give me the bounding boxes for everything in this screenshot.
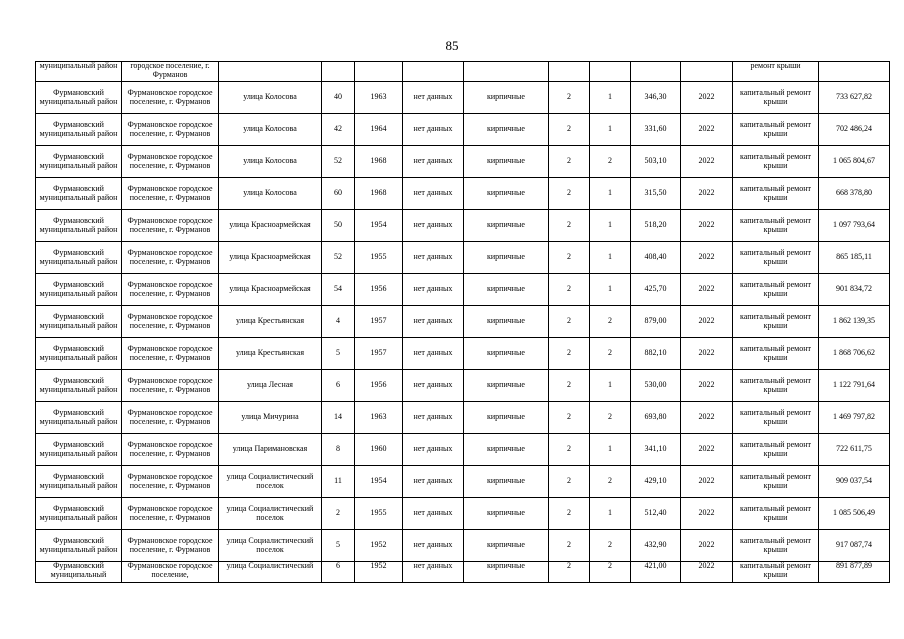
cell-district: Фурмановский муниципальный район [36, 370, 122, 402]
cell-settlement: Фурмановское городское поселение, г. Фурманов [122, 530, 219, 562]
cell-area: 429,10 [631, 466, 681, 498]
cell-house-number [322, 62, 355, 82]
cell-settlement: Фурмановское городское поселение, г. Фурманов [122, 274, 219, 306]
housing-repair-table [35, 61, 890, 583]
cell-data-status: нет данных [403, 370, 464, 402]
cell-house-number: 5 [322, 338, 355, 370]
cell-street [219, 62, 322, 82]
cell-entrances: 1 [590, 82, 631, 114]
cell-work-type: капитальный ремонт крыши [733, 306, 819, 338]
cell-wall-material: кирпичные [464, 210, 549, 242]
table-row [36, 210, 890, 242]
cell-entrances: 1 [590, 370, 631, 402]
cell-area: 315,50 [631, 178, 681, 210]
table-row [36, 306, 890, 338]
cell-area: 882,10 [631, 338, 681, 370]
cell-year-built: 1968 [355, 178, 403, 210]
cell-entrances: 2 [590, 530, 631, 562]
cell-street: улица Крестьянская [219, 338, 322, 370]
cell-area: 408,40 [631, 242, 681, 274]
cell-settlement: городское поселение, г. Фурманов [122, 62, 219, 82]
cell-area: 346,30 [631, 82, 681, 114]
cell-floors: 2 [549, 306, 590, 338]
table-row [36, 178, 890, 210]
cell-house-number: 42 [322, 114, 355, 146]
cell-settlement: Фурмановское городское поселение, г. Фурманов [122, 434, 219, 466]
cell-cost: 1 469 797,82 [819, 402, 890, 434]
cell-wall-material: кирпичные [464, 306, 549, 338]
cell-work-type: капитальный ремонт крыши [733, 338, 819, 370]
cell-house-number: 54 [322, 274, 355, 306]
cell-house-number: 8 [322, 434, 355, 466]
cell-data-status: нет данных [403, 402, 464, 434]
cell-house-number: 60 [322, 178, 355, 210]
cell-wall-material: кирпичные [464, 146, 549, 178]
cell-cost: 909 037,54 [819, 466, 890, 498]
cell-cost: 668 378,80 [819, 178, 890, 210]
cell-repair-year: 2022 [681, 562, 733, 583]
cell-house-number: 4 [322, 306, 355, 338]
cell-district: Фурмановский муниципальный район [36, 466, 122, 498]
cell-house-number: 50 [322, 210, 355, 242]
cell-repair-year: 2022 [681, 338, 733, 370]
cell-settlement: Фурмановское городское поселение, г. Фурманов [122, 466, 219, 498]
cell-data-status: нет данных [403, 146, 464, 178]
cell-repair-year: 2022 [681, 242, 733, 274]
cell-repair-year: 2022 [681, 114, 733, 146]
cell-settlement: Фурмановское городское поселение, г. Фурманов [122, 114, 219, 146]
cell-data-status: нет данных [403, 210, 464, 242]
cell-settlement: Фурмановское городское поселение, г. Фурманов [122, 306, 219, 338]
cell-district: Фурмановский муниципальный район [36, 146, 122, 178]
cell-data-status [403, 62, 464, 82]
cell-data-status: нет данных [403, 274, 464, 306]
cell-house-number: 52 [322, 146, 355, 178]
cell-year-built: 1952 [355, 562, 403, 583]
cell-entrances: 2 [590, 306, 631, 338]
cell-district: Фурмановский муниципальный район [36, 338, 122, 370]
cell-area: 512,40 [631, 498, 681, 530]
cell-district: муниципальный район [36, 62, 122, 82]
cell-cost: 733 627,82 [819, 82, 890, 114]
cell-data-status: нет данных [403, 498, 464, 530]
cell-wall-material: кирпичные [464, 530, 549, 562]
cell-year-built: 1954 [355, 466, 403, 498]
cell-work-type: капитальный ремонт крыши [733, 562, 819, 583]
cell-work-type: капитальный ремонт крыши [733, 434, 819, 466]
cell-cost: 917 087,74 [819, 530, 890, 562]
cell-area [631, 62, 681, 82]
cell-work-type: капитальный ремонт крыши [733, 530, 819, 562]
cell-year-built: 1955 [355, 242, 403, 274]
cell-street: улица Паримановская [219, 434, 322, 466]
cell-floors: 2 [549, 434, 590, 466]
cell-cost: 1 862 139,35 [819, 306, 890, 338]
cell-work-type: капитальный ремонт крыши [733, 210, 819, 242]
cell-district: Фурмановский муниципальный [36, 562, 122, 583]
table-row-continued [36, 62, 890, 82]
cell-work-type: капитальный ремонт крыши [733, 82, 819, 114]
cell-district: Фурмановский муниципальный район [36, 242, 122, 274]
cell-floors: 2 [549, 498, 590, 530]
cell-year-built: 1956 [355, 274, 403, 306]
table-row [36, 498, 890, 530]
cell-street: улица Красноармейская [219, 210, 322, 242]
cell-wall-material [464, 62, 549, 82]
cell-entrances: 1 [590, 434, 631, 466]
cell-floors: 2 [549, 402, 590, 434]
cell-cost: 1 097 793,64 [819, 210, 890, 242]
table-row [36, 402, 890, 434]
cell-work-type: капитальный ремонт крыши [733, 178, 819, 210]
cell-floors: 2 [549, 82, 590, 114]
cell-house-number: 40 [322, 82, 355, 114]
cell-street: улица Социалистический поселок [219, 466, 322, 498]
cell-floors: 2 [549, 562, 590, 583]
cell-entrances: 1 [590, 498, 631, 530]
cell-data-status: нет данных [403, 466, 464, 498]
cell-entrances: 2 [590, 562, 631, 583]
cell-year-built: 1960 [355, 434, 403, 466]
cell-settlement: Фурмановское городское поселение, г. Фурманов [122, 146, 219, 178]
cell-area: 693,80 [631, 402, 681, 434]
cell-cost: 722 611,75 [819, 434, 890, 466]
cell-settlement: Фурмановское городское поселение, [122, 562, 219, 583]
cell-entrances: 2 [590, 146, 631, 178]
cell-street: улица Лесная [219, 370, 322, 402]
cell-entrances: 1 [590, 210, 631, 242]
cell-cost: 865 185,11 [819, 242, 890, 274]
cell-wall-material: кирпичные [464, 338, 549, 370]
cell-entrances: 2 [590, 402, 631, 434]
cell-floors: 2 [549, 114, 590, 146]
cell-wall-material: кирпичные [464, 274, 549, 306]
table-row [36, 530, 890, 562]
cell-floors: 2 [549, 370, 590, 402]
cell-district: Фурмановский муниципальный район [36, 274, 122, 306]
cell-entrances [590, 62, 631, 82]
table-row [36, 434, 890, 466]
cell-year-built: 1952 [355, 530, 403, 562]
cell-house-number: 52 [322, 242, 355, 274]
cell-entrances: 2 [590, 466, 631, 498]
cell-settlement: Фурмановское городское поселение, г. Фурманов [122, 370, 219, 402]
cell-street: улица Крестьянская [219, 306, 322, 338]
cell-work-type: капитальный ремонт крыши [733, 274, 819, 306]
cell-district: Фурмановский муниципальный район [36, 114, 122, 146]
cell-repair-year: 2022 [681, 466, 733, 498]
cell-entrances: 1 [590, 178, 631, 210]
table-row [36, 370, 890, 402]
table-row [36, 338, 890, 370]
cell-wall-material: кирпичные [464, 562, 549, 583]
table-row [36, 114, 890, 146]
cell-data-status: нет данных [403, 338, 464, 370]
cell-floors [549, 62, 590, 82]
cell-data-status: нет данных [403, 434, 464, 466]
cell-wall-material: кирпичные [464, 82, 549, 114]
table-row [36, 466, 890, 498]
cell-street: улица Социалистический поселок [219, 530, 322, 562]
cell-data-status: нет данных [403, 562, 464, 583]
cell-street: улица Социалистический [219, 562, 322, 583]
cell-year-built: 1968 [355, 146, 403, 178]
cell-area: 341,10 [631, 434, 681, 466]
cell-data-status: нет данных [403, 530, 464, 562]
cell-year-built: 1954 [355, 210, 403, 242]
cell-wall-material: кирпичные [464, 466, 549, 498]
cell-street: улица Колосова [219, 82, 322, 114]
table-row [36, 146, 890, 178]
cell-area: 432,90 [631, 530, 681, 562]
cell-floors: 2 [549, 146, 590, 178]
cell-wall-material: кирпичные [464, 114, 549, 146]
cell-floors: 2 [549, 242, 590, 274]
cell-repair-year: 2022 [681, 530, 733, 562]
cell-cost: 1 868 706,62 [819, 338, 890, 370]
cell-data-status: нет данных [403, 306, 464, 338]
cell-house-number: 6 [322, 370, 355, 402]
cell-district: Фурмановский муниципальный район [36, 82, 122, 114]
cell-repair-year: 2022 [681, 306, 733, 338]
cell-wall-material: кирпичные [464, 498, 549, 530]
cell-repair-year [681, 62, 733, 82]
cell-year-built: 1955 [355, 498, 403, 530]
cell-work-type: капитальный ремонт крыши [733, 466, 819, 498]
cell-wall-material: кирпичные [464, 370, 549, 402]
cell-cost: 891 877,89 [819, 562, 890, 583]
cell-settlement: Фурмановское городское поселение, г. Фурманов [122, 338, 219, 370]
cell-settlement: Фурмановское городское поселение, г. Фурманов [122, 210, 219, 242]
cell-work-type: капитальный ремонт крыши [733, 402, 819, 434]
cell-district: Фурмановский муниципальный район [36, 178, 122, 210]
cell-year-built: 1957 [355, 338, 403, 370]
cell-wall-material: кирпичные [464, 434, 549, 466]
cell-floors: 2 [549, 338, 590, 370]
cell-house-number: 6 [322, 562, 355, 583]
cell-year-built: 1964 [355, 114, 403, 146]
cell-wall-material: кирпичные [464, 178, 549, 210]
cell-district: Фурмановский муниципальный район [36, 434, 122, 466]
cell-street: улица Колосова [219, 114, 322, 146]
table-row [36, 82, 890, 114]
cell-street: улица Красноармейская [219, 242, 322, 274]
cell-area: 331,60 [631, 114, 681, 146]
table-row [36, 274, 890, 306]
cell-data-status: нет данных [403, 242, 464, 274]
cell-cost: 1 065 804,67 [819, 146, 890, 178]
cell-house-number: 5 [322, 530, 355, 562]
cell-cost [819, 62, 890, 82]
cell-district: Фурмановский муниципальный район [36, 498, 122, 530]
cell-district: Фурмановский муниципальный район [36, 306, 122, 338]
cell-repair-year: 2022 [681, 434, 733, 466]
cell-entrances: 1 [590, 114, 631, 146]
cell-house-number: 14 [322, 402, 355, 434]
cell-repair-year: 2022 [681, 178, 733, 210]
cell-work-type: капитальный ремонт крыши [733, 370, 819, 402]
cell-work-type: капитальный ремонт крыши [733, 146, 819, 178]
cell-settlement: Фурмановское городское поселение, г. Фурманов [122, 82, 219, 114]
cell-area: 503,10 [631, 146, 681, 178]
cell-work-type: капитальный ремонт крыши [733, 114, 819, 146]
cell-wall-material: кирпичные [464, 402, 549, 434]
cell-street: улица Социалистический поселок [219, 498, 322, 530]
cell-house-number: 2 [322, 498, 355, 530]
cell-area: 421,00 [631, 562, 681, 583]
cell-floors: 2 [549, 178, 590, 210]
cell-cost: 1 085 506,49 [819, 498, 890, 530]
table-row [36, 242, 890, 274]
cell-wall-material: кирпичные [464, 242, 549, 274]
cell-settlement: Фурмановское городское поселение, г. Фурманов [122, 402, 219, 434]
cell-repair-year: 2022 [681, 370, 733, 402]
cell-street: улица Мичурина [219, 402, 322, 434]
cell-settlement: Фурмановское городское поселение, г. Фурманов [122, 498, 219, 530]
cell-cost: 901 834,72 [819, 274, 890, 306]
cell-cost: 1 122 791,64 [819, 370, 890, 402]
cell-street: улица Колосова [219, 146, 322, 178]
cell-settlement: Фурмановское городское поселение, г. Фурманов [122, 178, 219, 210]
cell-year-built [355, 62, 403, 82]
cell-area: 425,70 [631, 274, 681, 306]
cell-area: 530,00 [631, 370, 681, 402]
cell-year-built: 1963 [355, 402, 403, 434]
cell-repair-year: 2022 [681, 146, 733, 178]
cell-repair-year: 2022 [681, 274, 733, 306]
cell-data-status: нет данных [403, 178, 464, 210]
cell-repair-year: 2022 [681, 82, 733, 114]
cell-year-built: 1956 [355, 370, 403, 402]
cell-repair-year: 2022 [681, 210, 733, 242]
cell-data-status: нет данных [403, 82, 464, 114]
table-row-cut [36, 562, 890, 583]
cell-floors: 2 [549, 210, 590, 242]
cell-area: 879,00 [631, 306, 681, 338]
cell-work-type: капитальный ремонт крыши [733, 242, 819, 274]
cell-year-built: 1963 [355, 82, 403, 114]
cell-house-number: 11 [322, 466, 355, 498]
cell-entrances: 1 [590, 242, 631, 274]
cell-cost: 702 486,24 [819, 114, 890, 146]
cell-work-type: ремонт крыши [733, 62, 819, 82]
cell-settlement: Фурмановское городское поселение, г. Фурманов [122, 242, 219, 274]
cell-district: Фурмановский муниципальный район [36, 530, 122, 562]
cell-entrances: 2 [590, 338, 631, 370]
cell-floors: 2 [549, 530, 590, 562]
cell-data-status: нет данных [403, 114, 464, 146]
page-number: 85 [445, 38, 459, 53]
cell-repair-year: 2022 [681, 498, 733, 530]
cell-entrances: 1 [590, 274, 631, 306]
cell-floors: 2 [549, 466, 590, 498]
cell-district: Фурмановский муниципальный район [36, 210, 122, 242]
cell-work-type: капитальный ремонт крыши [733, 498, 819, 530]
cell-year-built: 1957 [355, 306, 403, 338]
cell-district: Фурмановский муниципальный район [36, 402, 122, 434]
cell-street: улица Красноармейская [219, 274, 322, 306]
cell-floors: 2 [549, 274, 590, 306]
cell-area: 518,20 [631, 210, 681, 242]
cell-repair-year: 2022 [681, 402, 733, 434]
cell-street: улица Колосова [219, 178, 322, 210]
